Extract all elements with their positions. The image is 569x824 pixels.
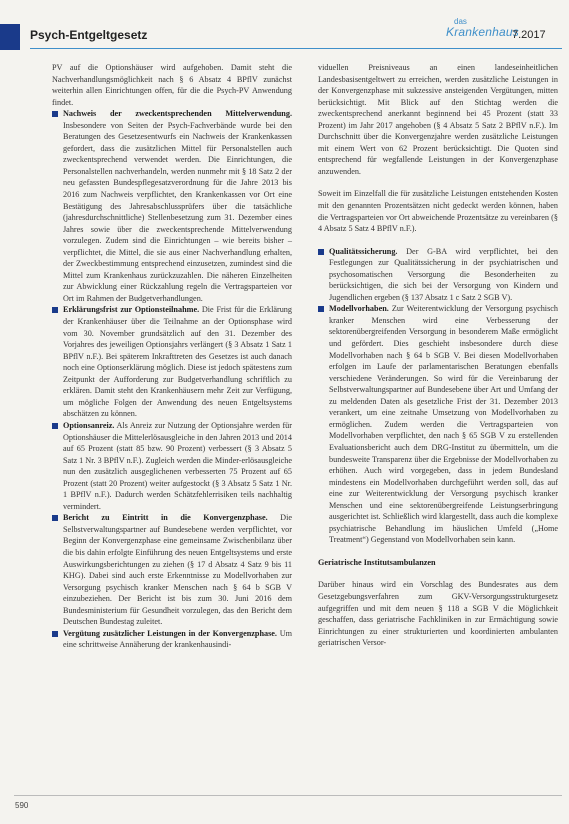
- body-text: PV auf die Optionshäuser wird aufgehoben. Damit steht die Nachverhandlungsmöglichkeit nach § 6 Absatz 4 BPflV zunächst weiterhin allen Einrichtungen offen, für die die Psych-PV Anwendung findet.: [52, 63, 292, 107]
- right-text-column: [318, 62, 558, 649]
- logo-small-text: das: [454, 17, 467, 26]
- lead-in-bold: Optionsanreiz.: [63, 420, 115, 430]
- page-header: [0, 0, 569, 54]
- paragraph: [318, 579, 558, 648]
- footer-divider: [14, 795, 562, 796]
- paragraph: [318, 62, 558, 177]
- square-bullet-icon: [52, 631, 58, 637]
- section-subheading: [318, 557, 558, 569]
- page-number: 590: [15, 801, 29, 810]
- body-text: viduellen Preisniveaus an einen landeseinheitlichen Landesbasisentgeltwert zu erreichen, werden zusätzliche Leistungen in der Konvergenzphase mit sukzessive ansteigenden Vergütungen, mitten berücksichtigt. Mit Blick auf den Stichtag werden die zweckentsprechend anerkannt beginnend bei 45 Prozent (statt 33 Prozent) im Jahr 2017 angehoben (§ 4 Absatz 5 Satz 2 BPflV n.F.). Im Durchschnitt über die Konvergenzjahre werden zusätzliche Leistungen mit einem Wert von 62 Prozent berücksichtigt. Die Quoten sind entsprechend für wegfallende Leistungen in der Konvergenzphase anzuwenden.: [318, 63, 558, 176]
- bullet-paragraph: [52, 108, 292, 304]
- paragraph-gap: [318, 568, 558, 579]
- paragraph: [52, 62, 292, 108]
- logo-main-text: Krankenhaus: [446, 25, 519, 39]
- issue-number: 7.2017: [512, 29, 546, 41]
- square-bullet-icon: [52, 423, 58, 429]
- paragraph-gap: [318, 177, 558, 188]
- body-text: Zur Weiterentwicklung der Versorgung psychisch kranker Menschen wird eine Verbesserung der sektorenübergreifenden Versorgung in besonderem Maße ermöglicht und gefördert. Dies geschieht insbesondere durch diese Modellvorhaben nach § 64 b SGB V. Bei diesen Modellvorhaben erfolgen im Laufe der parlamentarischen Beratungen ebenfalls verschiedene Veränderungen. So wird für die Vereinbarung der Selbstverwaltungspartner auf Bundesebene über Art und Umfang der zu meldenden Daten als gesetzliche Frist der 31. Dezember 2013 verankert, um eine zeitnahe Umsetzung von Modellvorhaben zu ermöglichen. Zudem werden die Vertragsparteien von Modellvorhaben verpflichtet, den nach § 65 SGB V zu erstellenden Evaluationsbericht auch dem DRG-Institut zu übermitteln, um die bundesweite Transparenz über die Ergebnisse der Modellvorhaben zu erhöhen. Auch wird vorgegeben, dass in jedem Bundesland mindestens ein Modellvorhaben durchgeführt werden soll, das auf eine zur Weiterentwicklung der Versorgung psychisch kranker Menschen und eine sektorenübergreifende Leistungserbringung ausgerichtet ist. Schließlich wird klargestellt, dass auch die komplexe psychiatrische Behandlung im häuslichen Umfeld („Home Treatment“) Gegenstand von Modellvorhaben sein kann.: [329, 304, 558, 545]
- body-text: Als Anreiz zur Nutzung der Optionsjahre werden für Optionshäuser die Mittelerlösausgleiche in den Jahren 2013 und 2014 auf 65 Prozent (statt 85 bzw. 90 Prozent) verbessert (§ 3 Absatz 5 Satz 1 Nr. 3 BPflV n.F.). Zugleich werden die Minder-erlösausgleiche nun den zusätzlich ausgeglichenen verbesserten 75 Prozent auf 65 Prozent (statt 20 Prozent) weiter aufgestockt (§ 3 Absatz 5 Satz 1 Nr. 1 BPflV n.F.). Dadurch werden Schätzfehlerrisiken teils nachhaltig vermindert.: [63, 420, 292, 511]
- bullet-paragraph: [52, 628, 292, 651]
- square-bullet-icon: [52, 515, 58, 521]
- paragraph-gap: [318, 235, 558, 246]
- lead-in-bold: Vergütung zusätzlicher Leistungen in der Konvergenzphase.: [63, 628, 277, 638]
- body-text: Um eine schrittweise Annäherung der krankenhausindi-: [63, 628, 292, 650]
- square-bullet-icon: [52, 307, 58, 313]
- running-head-title: Psych-Entgeltgesetz: [30, 28, 148, 42]
- lead-in-bold: Qualitätssicherung.: [329, 246, 398, 256]
- left-text-column: [52, 62, 292, 651]
- bullet-paragraph: [318, 303, 558, 545]
- square-bullet-icon: [318, 306, 324, 312]
- bullet-paragraph: [52, 420, 292, 512]
- header-divider: [30, 48, 562, 49]
- square-bullet-icon: [52, 111, 58, 117]
- lead-in-bold: Erklärungsfrist zur Optionsteilnahme.: [63, 305, 200, 315]
- body-text: Die Selbstverwaltungspartner auf Bundesebene werden verpflichtet, vor Beginn der Konvergenzphase eine gemeinsame Zwischenbilanz über die bis dahin erfolgte Einführung des neuen Entgeltsystems und erste Auswirkungsberichtungen zu ziehen (§ 17 d Absatz 4 Satz 9 bis 11 KHG). Dabei sind auch erste Erkenntnisse zu Modellvorhaben zur Versorgung psychisch kranker Menschen nach § 64 b SGB V einzubeziehen. Der Bericht ist bis zum 30. Juni 2016 dem Bundesministerium für Gesundheit vorzulegen, das den Bericht dem Deutschen Bundestag zuleitet.: [63, 513, 292, 627]
- journal-logo: [446, 17, 519, 45]
- paragraph-gap: [318, 546, 558, 557]
- bullet-paragraph: [52, 304, 292, 419]
- bullet-paragraph: [318, 246, 558, 304]
- body-text: Darüber hinaus wird ein Vorschlag des Bundesrates aus dem Gesetzgebungsverfahren zum GKV-Versorgungsstrukturgesetz aufgegriffen und mit dem neuen § 118 a SGB V die Möglichkeit geschaffen, dass geriatrische Fachkliniken in zur Ermächtigung sowie Einrichtungen zu einer strukturierten und koordinierten ambulanten geriatrischen Versor-: [318, 580, 558, 648]
- bullet-paragraph: [52, 512, 292, 627]
- square-bullet-icon: [318, 249, 324, 255]
- lead-in-bold: Bericht zu Eintritt in die Konvergenzphase.: [63, 513, 268, 523]
- subheading-text: Geriatrische Institutsambulanzen: [318, 557, 436, 567]
- lead-in-bold: Nachweis der zweckentsprechenden Mittelverwendung.: [63, 109, 292, 119]
- body-text: Die Frist für die Erklärung der Krankenhäuser über die Teilnahme an der Optionsphase wird vom 30. November grundsätzlich auf den 31. Dezember des Vorjahres des jeweiligen Optionsjahrs verlängert (§ 3 Absatz 1 Satz 1 BPflV n.F.). Bei späterem Inkrafttreten des Gesetzes ist auch danach noch eine Optionserklärung möglich. Diese ist jedoch spätestens zum Zeitpunkt der Aufforderung zur Budgetverhandlung schriftlich zu erklären. Damit steht den Krankenhäusern mehr Zeit zur Verfügung, um mögliche Folgen der Anwendung des neuen Entgeltsystems abschätzen zu können.: [63, 305, 292, 419]
- body-text: Der G-BA wird verpflichtet, bei den Festlegungen zur Qualitätssicherung in der psychiatrischen und psychosomatischen Versorgung die Besonderheiten zu berücksichtigen, die sich bei der Versorgung von Kindern und Jugendlichen ergeben (§ 137 Absatz 1 c Satz 2 SGB V).: [329, 246, 558, 302]
- paragraph: [318, 188, 558, 234]
- body-text: Insbesondere von Seiten der Psych-Fachverbände wurde bei den Beratungen des Gesetzesentwurfs ein Nachweis der Krankenkassen gefordert, dass die zusätzlichen Mittel für Personalstellen auch zweckentsprechend verwendet werden. Die Einrichtungen, die Personalstellen nachverhandeln, werden nunmehr mit § 18 Satz 2 der neu gefassten Bundespflegesatzverordnung für die Jahre 2013 bis 2016 zum Nachweis verpflichtet, den Krankenkassen vor Ort eine Bestätigung des Jahresabschlussprüfers über die tatsächliche (jahresdurchschnittliche) Stellenbesetzung zum 31. Dezember eines Jahres sowie über die zweckentsprechende Mittelverwendung vorzulegen. Zudem sind die Einrichtungen – wie bereits bisher – verpflichtet, die Mittel, die sie aus einer Nachverhandlung erhalten, der Zweckbestimmung entsprechend einzusetzen, zumindest sind die Mittel zum Krankenhaus zurückzuzahlen. Die näheren Einzelheiten zur Abwicklung einer Rückzahlung regeln die Vertragsparteien vor Ort im Rahmen der Budgetverhandlungen.: [63, 120, 292, 303]
- lead-in-bold: Modellvorhaben.: [329, 304, 389, 314]
- header-accent-bar: [0, 24, 20, 50]
- body-text: Soweit im Einzelfall die für zusätzliche Leistungen entstehenden Kosten mit den genannten Prozentsätzen nicht gedeckt werden können, haben die Vertragsparteien vor Ort abweichende Prozentsätze zu vereinbaren (§ 4 Absatz 5 Satz 4 BPflV n.F.).: [318, 189, 558, 234]
